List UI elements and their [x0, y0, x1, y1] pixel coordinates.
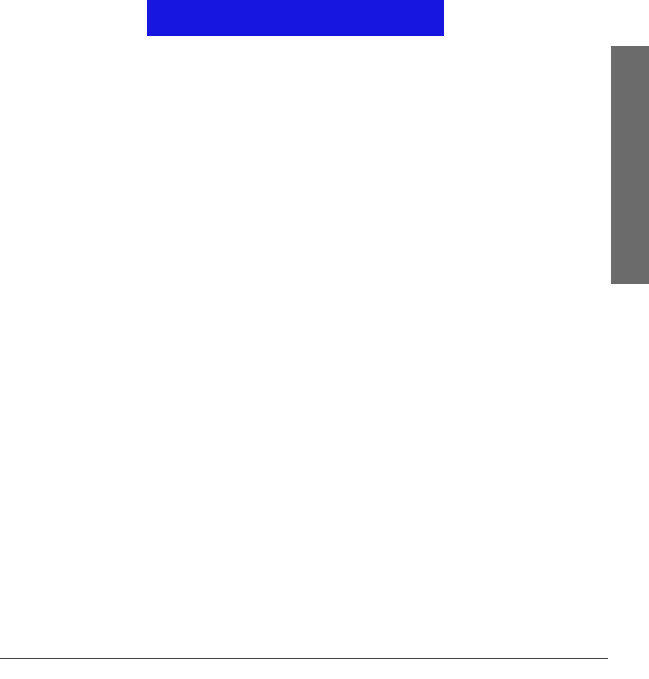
- header-tab: [147, 0, 444, 36]
- side-section-tab: [611, 46, 649, 284]
- footer-rule: [0, 658, 608, 659]
